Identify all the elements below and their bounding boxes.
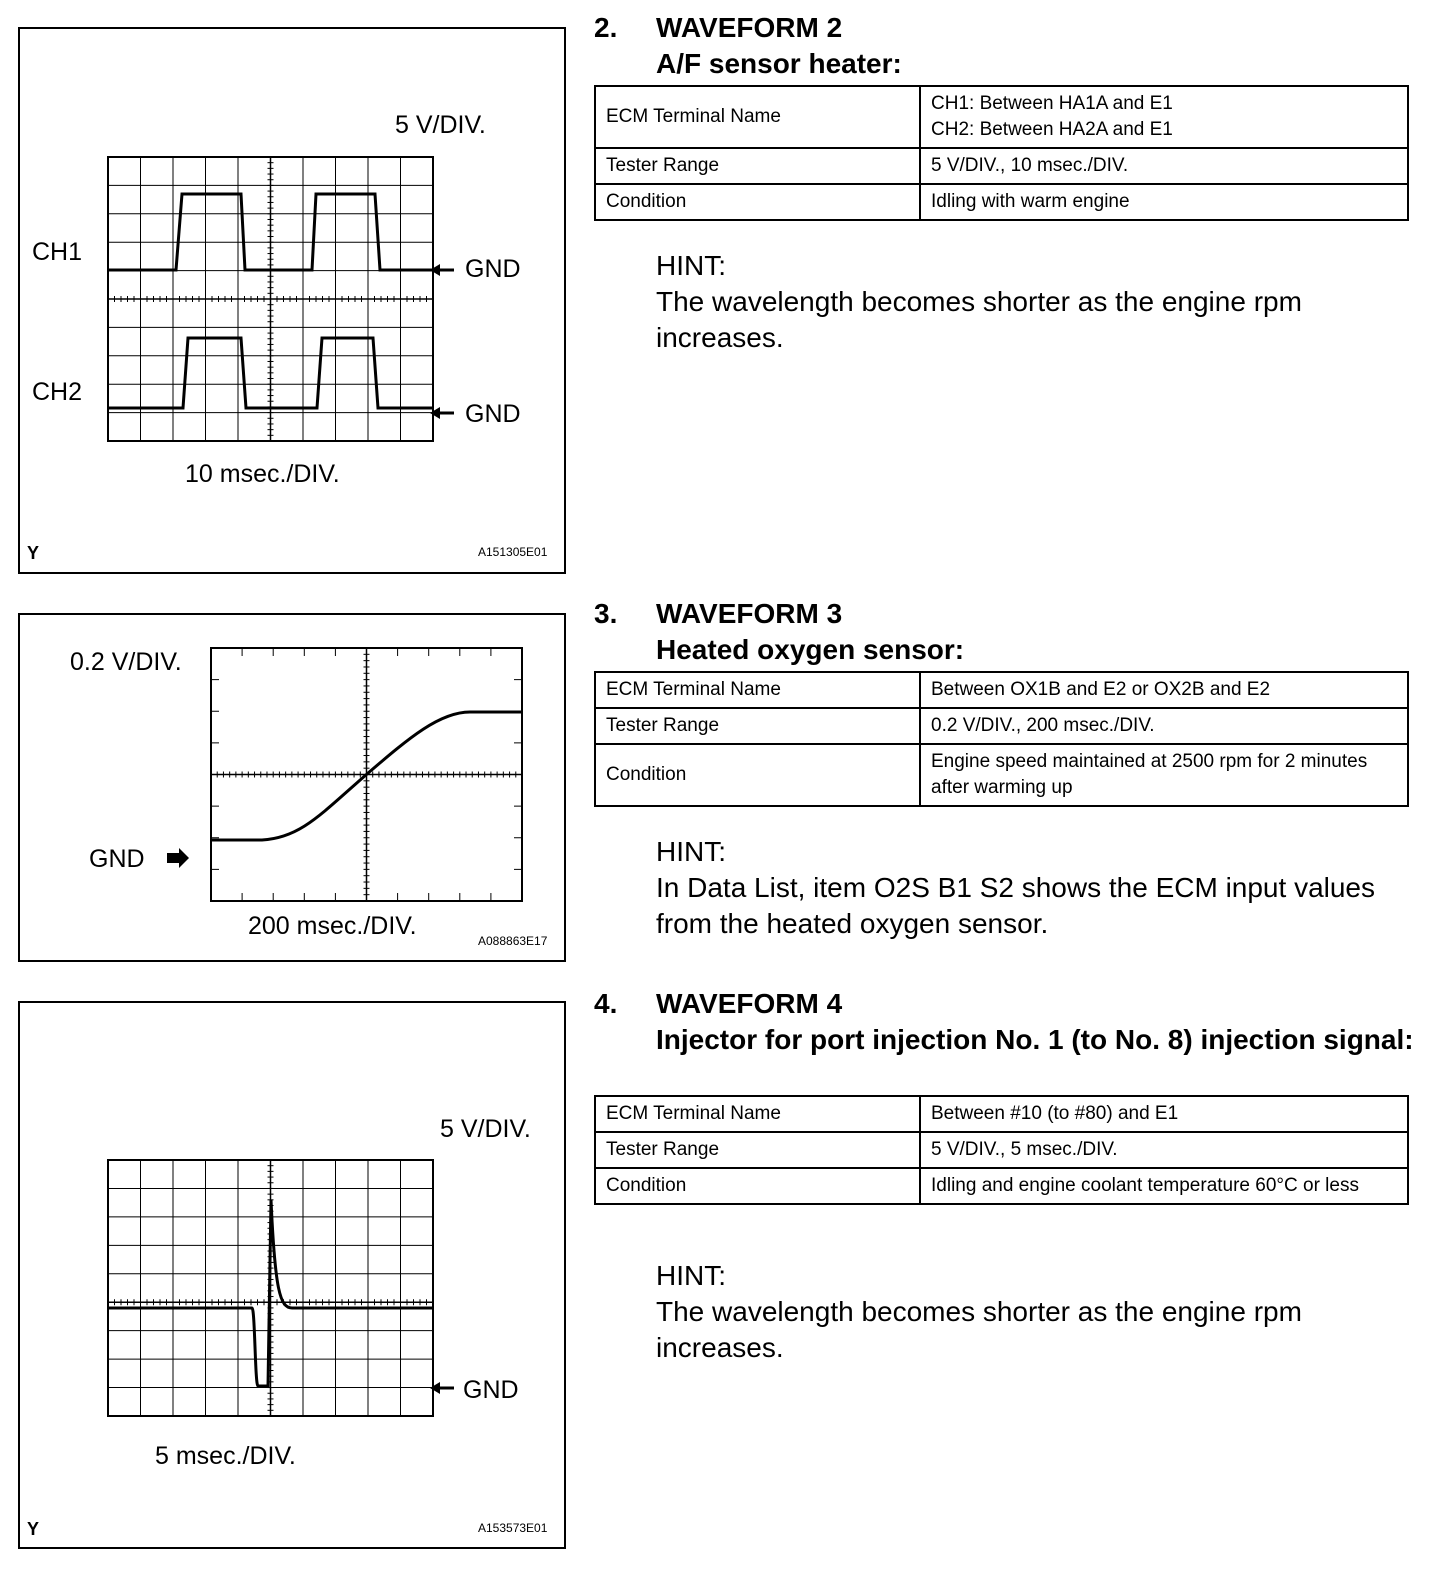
section-title: [656, 596, 1416, 668]
title: WAVEFORM 2: [656, 12, 843, 43]
time-scale: 200 msec./DIV.: [248, 912, 417, 940]
hint-label: HINT:: [656, 1260, 726, 1291]
cell: Condition: [595, 184, 920, 220]
cell-line: CH2: Between HA2A and E1: [931, 119, 1173, 140]
hint-label: HINT:: [656, 250, 726, 281]
spec-table: [594, 85, 1409, 221]
time-scale: 10 msec./DIV.: [185, 460, 340, 488]
section-title: [656, 10, 1416, 82]
hint: [656, 834, 1416, 942]
subtitle: Injector for port injection No. 1 (to No. 8) injection signal:: [656, 1024, 1414, 1055]
cell: ECM Terminal Name: [595, 672, 920, 708]
gnd-label: GND: [465, 255, 521, 283]
cell: Tester Range: [595, 708, 920, 744]
hint-text: The wavelength becomes shorter as the engine rpm increases.: [656, 1296, 1302, 1363]
section-number: 2.: [594, 12, 618, 43]
cell: Between OX1B and E2 or OX2B and E2: [920, 672, 1408, 708]
cell: ECM Terminal Name: [595, 1096, 920, 1132]
gnd-label: GND: [465, 400, 521, 428]
hint: [656, 248, 1416, 356]
corner-mark: Y: [27, 543, 40, 563]
cell: Idling and engine coolant temperature 60°C or less: [920, 1168, 1408, 1204]
gnd-label: GND: [463, 1376, 519, 1404]
figure-waveform-2: [18, 27, 566, 574]
corner-mark: Y: [27, 1519, 40, 1539]
cell: Idling with warm engine: [920, 184, 1408, 220]
cell: 5 V/DIV., 5 msec./DIV.: [920, 1132, 1408, 1168]
subtitle: Heated oxygen sensor:: [656, 634, 965, 665]
hint-text: In Data List, item O2S B1 S2 shows the ECM input values from the heated oxygen sensor.: [656, 872, 1376, 939]
cell: Condition: [595, 744, 920, 806]
subtitle: A/F sensor heater:: [656, 48, 902, 79]
cell: Tester Range: [595, 1132, 920, 1168]
ch2-label: CH2: [32, 378, 83, 406]
cell-line: CH1: Between HA1A and E1: [931, 93, 1173, 114]
hint-text: The wavelength becomes shorter as the engine rpm increases.: [656, 286, 1302, 353]
section-number: 4.: [594, 988, 618, 1019]
cell: Condition: [595, 1168, 920, 1204]
volt-scale: 5 V/DIV.: [395, 111, 486, 139]
section-title: [656, 986, 1416, 1058]
cell: [920, 86, 1408, 148]
gnd-label: GND: [89, 845, 145, 873]
spec-table: [594, 1095, 1409, 1205]
time-scale: 5 msec./DIV.: [155, 1442, 296, 1470]
cell: 5 V/DIV., 10 msec./DIV.: [920, 148, 1408, 184]
section-number: 3.: [594, 598, 618, 629]
cell: Engine speed maintained at 2500 rpm for 2 minutes after warming up: [920, 744, 1408, 806]
cell: 0.2 V/DIV., 200 msec./DIV.: [920, 708, 1408, 744]
title: WAVEFORM 4: [656, 988, 843, 1019]
volt-scale: 5 V/DIV.: [440, 1115, 531, 1143]
cell: ECM Terminal Name: [595, 86, 920, 148]
figure-id: A153573E01: [478, 1521, 548, 1535]
volt-scale: 0.2 V/DIV.: [70, 648, 182, 676]
hint: [656, 1258, 1416, 1366]
cell: Between #10 (to #80) and E1: [920, 1096, 1408, 1132]
ch1-label: CH1: [32, 238, 83, 266]
cell: Tester Range: [595, 148, 920, 184]
spec-table: [594, 671, 1409, 807]
figure-id: A088863E17: [478, 934, 548, 948]
title: WAVEFORM 3: [656, 598, 843, 629]
figure-id: A151305E01: [478, 545, 548, 559]
hint-label: HINT:: [656, 836, 726, 867]
